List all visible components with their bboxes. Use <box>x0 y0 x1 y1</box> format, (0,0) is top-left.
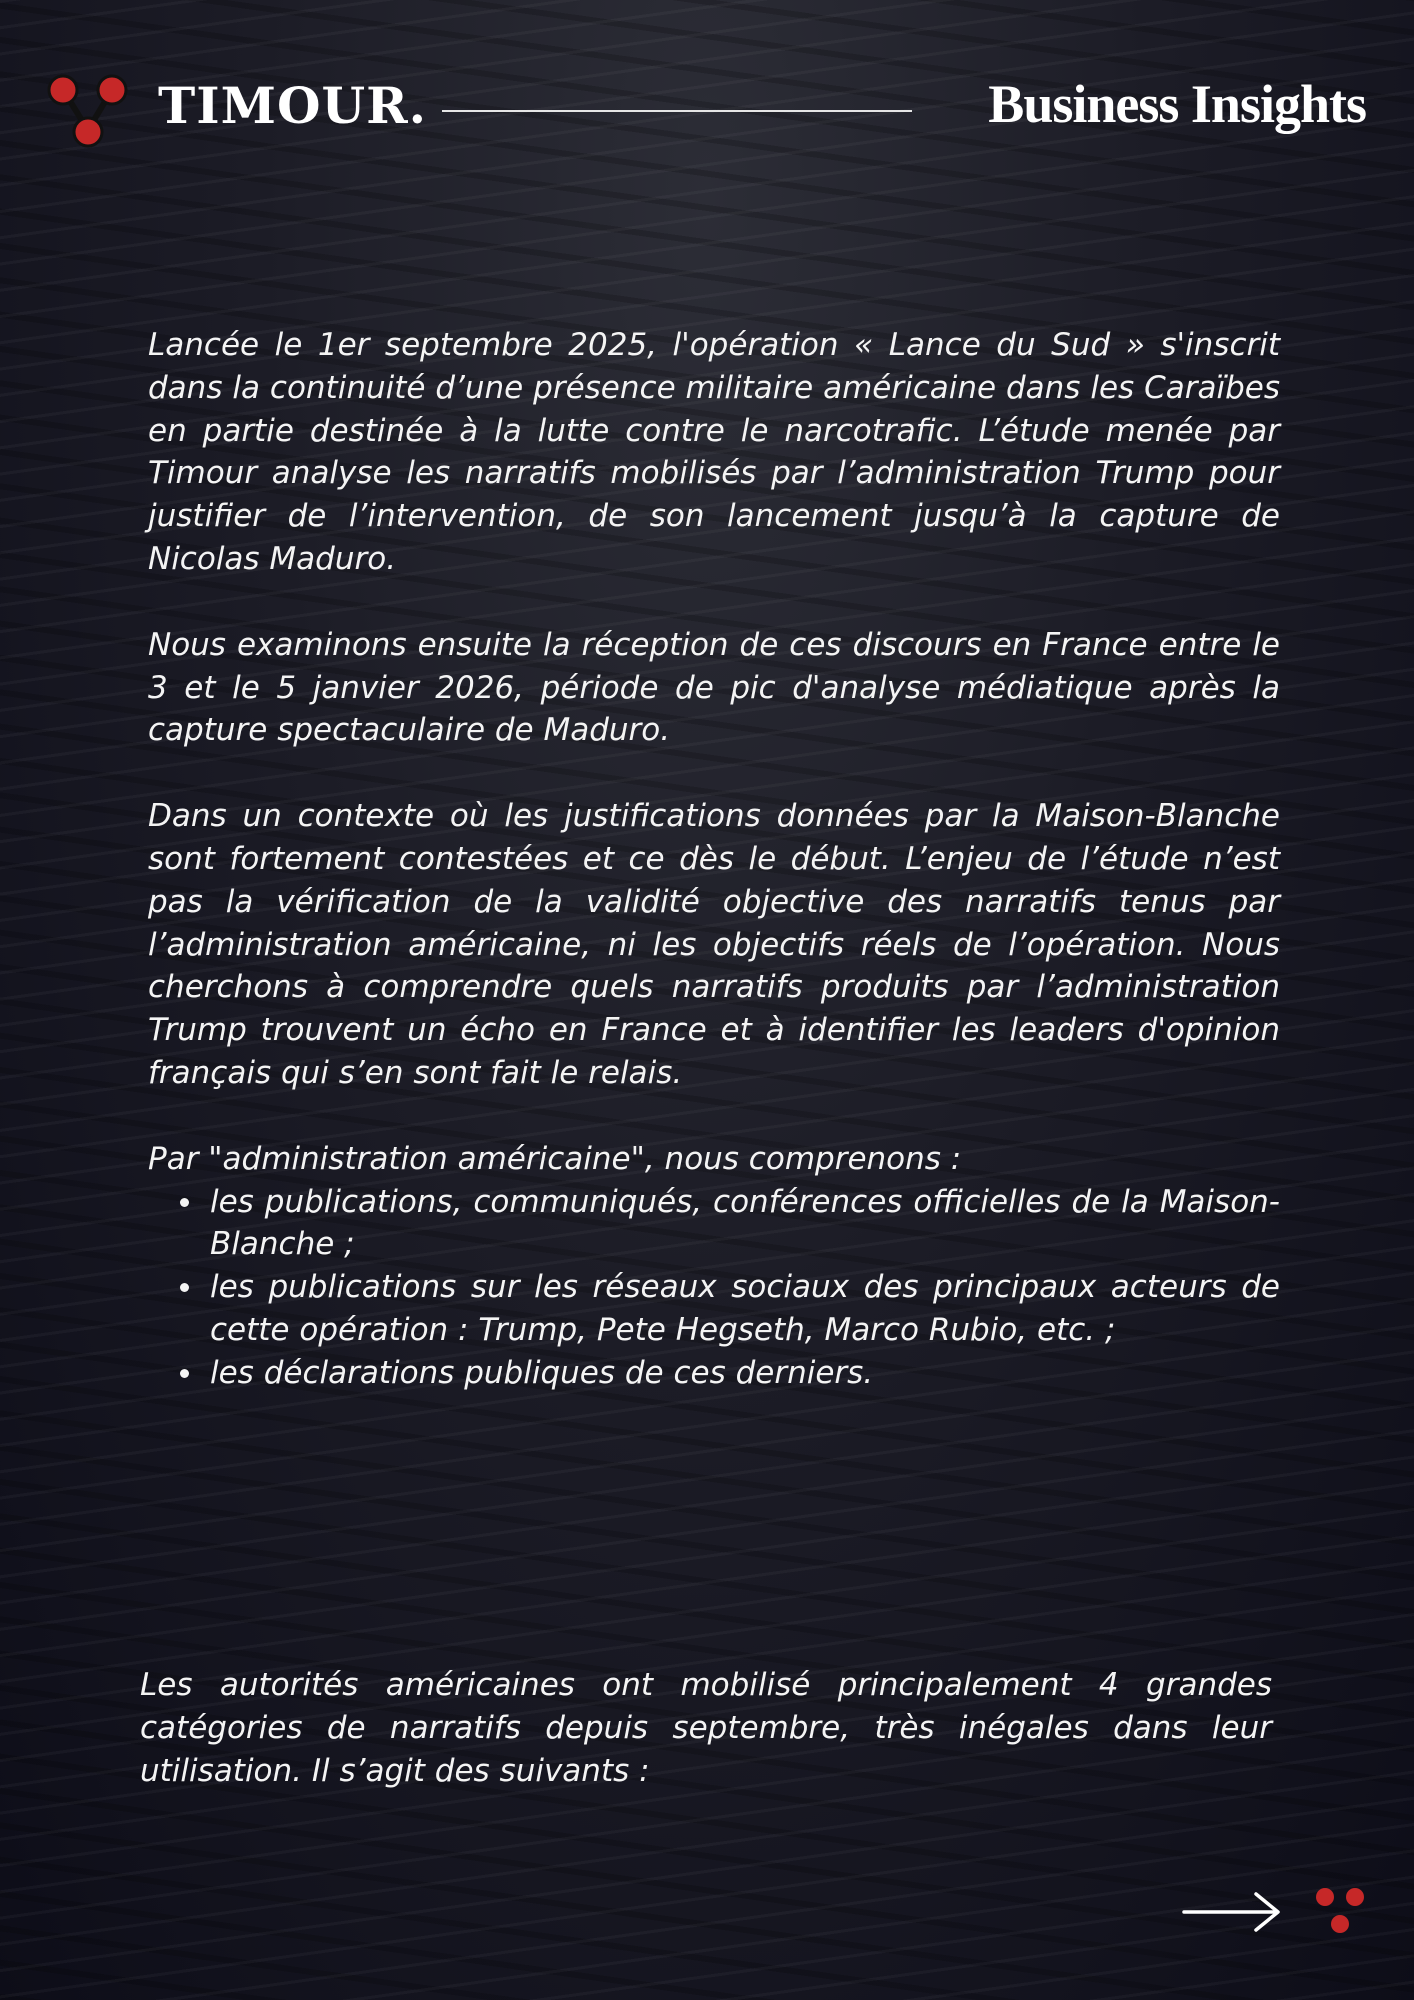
definition-list <box>148 1181 1280 1395</box>
method-paragraph: Nous examinons ensuite la réception de ces discours en France entre le 3 et le 5 janvier 2026, période de pic d'analyse médiatique après la capture spectaculaire de Maduro. <box>148 626 1280 749</box>
definition-paragraph: Par "administration américaine", nous comprenons : <box>148 1140 962 1177</box>
list-item: les publications sur les réseaux sociaux des principaux acteurs de cette opération : Trump, Pete Hegseth, Marco Rubio, etc. ; <box>210 1266 1280 1352</box>
arrow-right-icon[interactable] <box>1182 1888 1282 1936</box>
three-dots-logo-icon <box>46 72 132 152</box>
list-item: les publications, communiqués, conférences officielles de la Maison-Blanche ; <box>210 1181 1280 1267</box>
summary-paragraph: Les autorités américaines ont mobilisé principalement 4 grandes catégories de narratifs depuis septembre, très inégales dans leur utilisation. Il s’agit des suivants : <box>140 1667 1272 1789</box>
intro-paragraph: Lancée le 1er septembre 2025, l'opération « Lance du Sud » s'inscrit dans la continuité d’une présence militaire américaine dans les Caraïbes en partie destinée à la lutte contre le narcotrafic. L’étude menée par Timour analyse les narratifs mobilisés par l’administration Trump pour justifier de l’intervention, de son lancement jusqu’à la capture de Nicolas Maduro. <box>148 327 1280 577</box>
header-divider <box>442 110 912 112</box>
list-item: les déclarations publiques de ces derniers. <box>210 1352 1280 1395</box>
context-paragraph: Dans un contexte où les justifications données par la Maison-Blanche sont fortement contestées et ce dès le début. L’enjeu de l’étude n’est pas la vérification de la validité objective des narratifs tenus par l’administration américaine, ni les objectifs réels de l’opération. Nous cherchons à comprendre quels narratifs produits par l’administration Trump trouvent un écho en France et à identifier les leaders d'opinion français qui s’en sont fait le relais. <box>148 798 1280 1091</box>
article-body <box>148 324 1280 1395</box>
section-label: Business Insights <box>988 74 1366 134</box>
three-dots-logo-icon <box>1314 1886 1366 1936</box>
page-header <box>0 0 1414 160</box>
brand-name: TIMOUR. <box>158 76 428 135</box>
